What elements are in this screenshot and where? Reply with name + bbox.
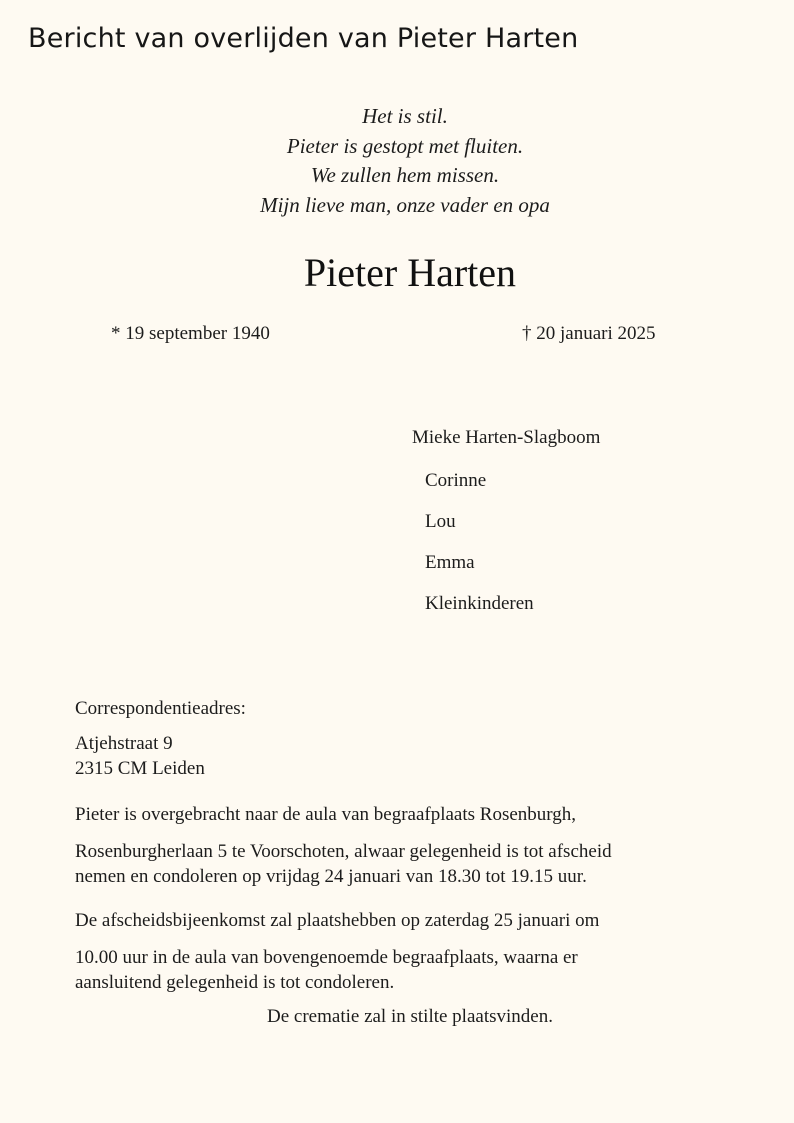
ceremony-paragraph-line: De afscheidsbijeenkomst zal plaatshebben op zaterdag 25 januari om [75,910,600,931]
relative-name: Kleinkinderen [425,593,534,614]
correspondence-address [75,731,205,781]
address-street: Atjehstraat 9 [75,733,173,754]
poem-line: We zullen hem missen. [310,163,500,187]
relative-name: Lou [425,511,456,532]
ceremony-paragraph-line: 10.00 uur in de aula van bovengenoemde begraafplaats, waarna er [75,947,578,968]
poem-line: Het is stil. [362,104,448,128]
poem [0,102,794,220]
poem-line: Mijn lieve man, onze vader en opa [260,192,550,217]
transfer-paragraph-line: nemen en condoleren op vrijdag 24 januari van 18.30 tot 19.15 uur. [75,866,587,887]
relative-name: Emma [425,552,475,573]
address-postal-city: 2315 CM Leiden [75,758,205,779]
page-title: Bericht van overlijden van Pieter Harten [28,23,579,54]
transfer-paragraph-line: Pieter is overgebracht naar de aula van begraafplaats Rosenburgh, [75,804,577,825]
deceased-name: Pieter Harten [303,250,517,295]
closing-line: De crematie zal in stilte plaatsvinden. [267,1006,553,1027]
relatives-list [425,470,534,634]
ceremony-paragraph-line: aansluitend gelegenheid is tot condoleren. [75,972,395,993]
poem-line: Pieter is gestopt met fluiten. [286,133,524,158]
transfer-paragraph-line: Rosenburgherlaan 5 te Voorschoten, alwaar gelegenheid is tot afscheid [75,841,612,862]
birth-date: * 19 september 1940 [111,323,270,344]
spouse-name: Mieke Harten-Slagboom [412,427,601,448]
death-date: † 20 januari 2025 [522,323,656,344]
relative-name: Corinne [425,470,487,491]
correspondence-label: Correspondentieadres: [75,698,246,719]
ceremony-paragraph [75,945,578,995]
transfer-paragraph [75,839,612,889]
